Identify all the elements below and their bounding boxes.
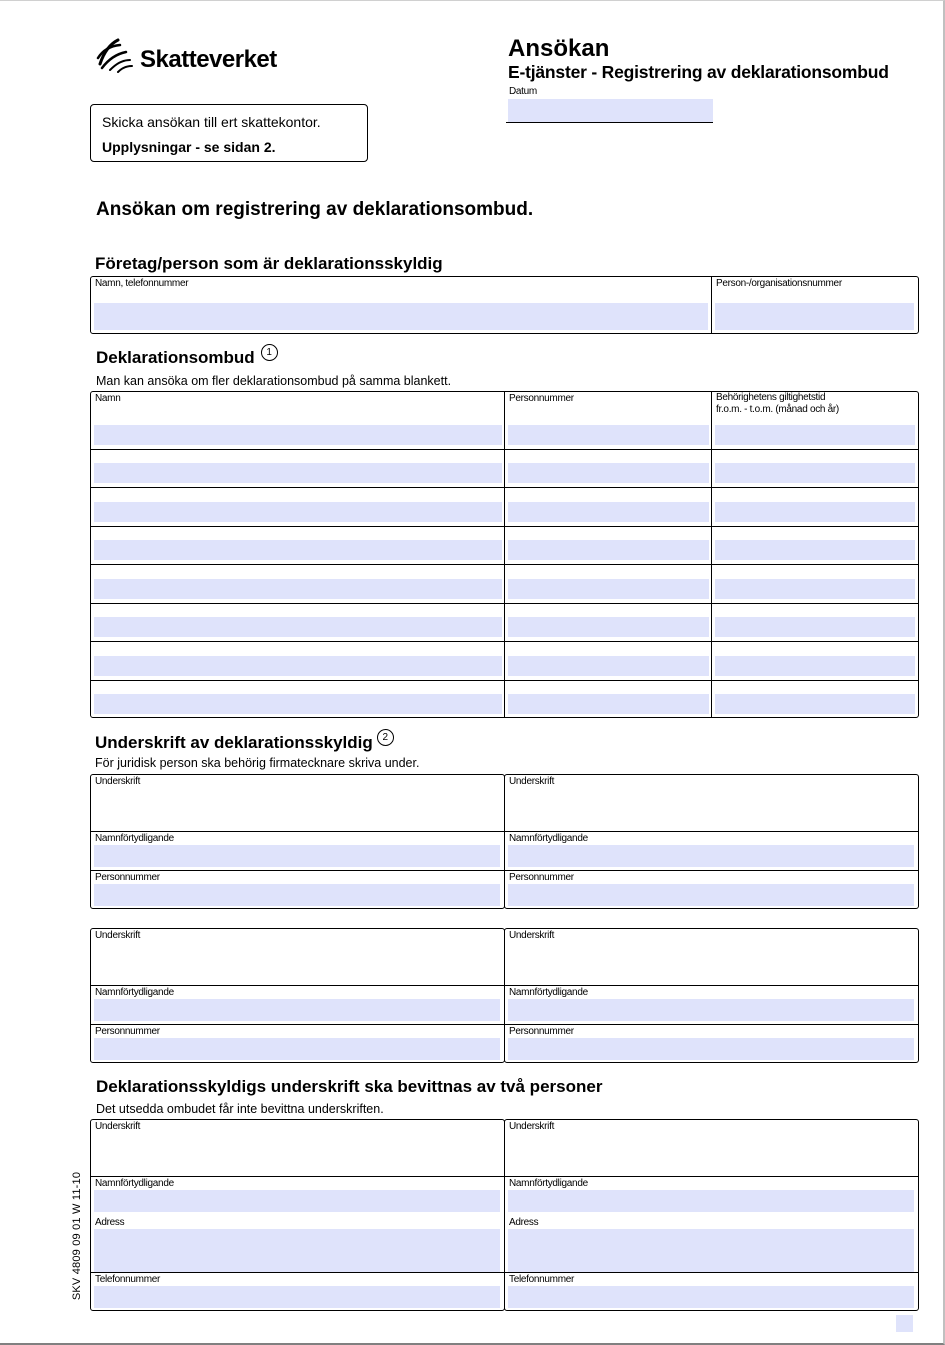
witness-section-title: Deklarationsskyldigs underskrift ska bevittnas av två personer	[96, 1077, 603, 1096]
signature-name-label: Namnförtydligande	[509, 987, 588, 998]
agent-validity-input[interactable]	[715, 694, 915, 714]
agent-pnr-input[interactable]	[508, 617, 709, 637]
agent-name-input[interactable]	[94, 463, 502, 483]
witness-subtitle: Det utsedda ombudet får inte bevittna underskriften.	[96, 1102, 384, 1116]
witness-name-input[interactable]	[94, 1190, 500, 1212]
witness-address-label: Adress	[95, 1217, 125, 1228]
signature-name-label: Namnförtydligande	[95, 833, 174, 844]
agent-validity-input[interactable]	[715, 502, 915, 522]
signature-row-divider	[504, 831, 919, 832]
agent-pnr-input[interactable]	[508, 502, 709, 522]
agents-row-divider	[90, 449, 919, 450]
witness-row-divider	[504, 1176, 919, 1177]
agents-row-divider	[90, 526, 919, 527]
witness-name-label: Namnförtydligande	[95, 1178, 174, 1189]
agent-name-input[interactable]	[94, 502, 502, 522]
witness-phone-input[interactable]	[508, 1286, 914, 1308]
agents-col-validity-1: Behörighetens giltighetstid	[716, 392, 826, 403]
signature-row-divider	[504, 1024, 919, 1025]
note-marker-1-icon: 1	[261, 344, 278, 361]
agent-pnr-input[interactable]	[508, 656, 709, 676]
agent-pnr-input[interactable]	[508, 425, 709, 445]
agent-pnr-input[interactable]	[508, 463, 709, 483]
signature-pnr-label: Personnummer	[95, 872, 160, 883]
page-corner-field[interactable]	[896, 1315, 913, 1332]
signature-pnr-input[interactable]	[508, 1038, 914, 1060]
company-orgnr-input[interactable]	[715, 303, 914, 330]
signature-pnr-input[interactable]	[94, 1038, 500, 1060]
signature-name-input[interactable]	[94, 999, 500, 1021]
signature-sign-area[interactable]	[508, 942, 914, 982]
agents-row-divider	[90, 487, 919, 488]
witness-name-label: Namnförtydligande	[509, 1178, 588, 1189]
agent-name-input[interactable]	[94, 694, 502, 714]
witness-row-divider	[90, 1176, 505, 1177]
signature-sign-label: Underskrift	[509, 776, 555, 787]
witness-row-divider	[504, 1272, 919, 1273]
date-underline	[506, 122, 713, 123]
skatteverket-logo	[94, 34, 294, 76]
agent-name-input[interactable]	[94, 540, 502, 560]
agents-section-title	[96, 348, 278, 368]
form-code: SKV 4809 09 01 W 11-10	[71, 1171, 83, 1301]
signature-pnr-label: Personnummer	[95, 1026, 160, 1037]
signature-pnr-input[interactable]	[94, 884, 500, 906]
signature-row-divider	[90, 831, 505, 832]
company-name-input[interactable]	[94, 303, 708, 330]
witness-row-divider	[90, 1272, 505, 1273]
agent-validity-input[interactable]	[715, 617, 915, 637]
witness-sign-area[interactable]	[94, 1133, 500, 1173]
signature-row-divider	[90, 1024, 505, 1025]
signature-sign-label: Underskrift	[509, 930, 555, 941]
agent-name-input[interactable]	[94, 617, 502, 637]
agent-name-input[interactable]	[94, 656, 502, 676]
company-name-label: Namn, telefonnummer	[95, 278, 189, 289]
signature-sign-area[interactable]	[94, 788, 500, 828]
agents-row-divider	[90, 641, 919, 642]
signature-sign-label: Underskrift	[95, 776, 141, 787]
main-title: Ansökan om registrering av deklarationsombud.	[96, 199, 534, 220]
form-title: Ansökan	[508, 35, 610, 62]
agents-col-pnr: Personnummer	[509, 393, 574, 404]
logo-text: Skatteverket	[140, 46, 277, 73]
agent-validity-input[interactable]	[715, 656, 915, 676]
form-subtitle: E-tjänster - Registrering av deklarationsombud	[508, 62, 889, 82]
signature-sign-area[interactable]	[94, 942, 500, 982]
witness-sign-label: Underskrift	[509, 1121, 555, 1132]
signature-section-title	[95, 733, 394, 753]
agents-row-divider	[90, 680, 919, 681]
agents-col-divider-2	[711, 391, 712, 718]
witness-sign-area[interactable]	[508, 1133, 914, 1173]
signature-sign-label: Underskrift	[95, 930, 141, 941]
signature-name-input[interactable]	[508, 845, 914, 867]
skatteverket-logo-icon	[94, 34, 134, 74]
signature-name-input[interactable]	[508, 999, 914, 1021]
signature-pnr-input[interactable]	[508, 884, 914, 906]
date-field[interactable]	[508, 99, 713, 122]
agent-pnr-input[interactable]	[508, 540, 709, 560]
agents-col-validity-2: fr.o.m. - t.o.m. (månad och år)	[716, 404, 839, 415]
witness-phone-label: Telefonnummer	[509, 1274, 575, 1285]
date-label: Datum	[509, 86, 537, 97]
witness-phone-label: Telefonnummer	[95, 1274, 161, 1285]
agent-validity-input[interactable]	[715, 463, 915, 483]
signature-row-divider	[90, 870, 505, 871]
agents-row-divider	[90, 564, 919, 565]
agent-name-input[interactable]	[94, 425, 502, 445]
signature-title-text: Underskrift av deklarationsskyldig	[95, 733, 373, 752]
info-line-2: Upplysningar - se sidan 2.	[102, 139, 276, 155]
signature-row-divider	[90, 985, 505, 986]
agent-validity-input[interactable]	[715, 425, 915, 445]
agent-validity-input[interactable]	[715, 579, 915, 599]
agents-col-name: Namn	[95, 393, 121, 404]
witness-sign-label: Underskrift	[95, 1121, 141, 1132]
witness-address-label: Adress	[509, 1217, 539, 1228]
info-box	[90, 104, 368, 162]
signature-name-input[interactable]	[94, 845, 500, 867]
agent-pnr-input[interactable]	[508, 579, 709, 599]
company-orgnr-label: Person-/organisationsnummer	[716, 278, 842, 289]
signature-row-divider	[504, 870, 919, 871]
witness-name-input[interactable]	[508, 1190, 914, 1212]
company-section-title: Företag/person som är deklarationsskyldig	[95, 254, 443, 273]
agent-name-input[interactable]	[94, 579, 502, 599]
agent-pnr-input[interactable]	[508, 694, 709, 714]
company-divider	[711, 276, 712, 334]
note-marker-2-icon: 2	[377, 729, 394, 746]
agents-subtitle: Man kan ansöka om fler deklarationsombud på samma blankett.	[96, 374, 452, 388]
signature-sign-area[interactable]	[508, 788, 914, 828]
signature-subtitle: För juridisk person ska behörig firmatecknare skriva under.	[95, 756, 420, 770]
agents-row-divider	[90, 603, 919, 604]
witness-address-input[interactable]	[94, 1229, 500, 1273]
signature-row-divider	[504, 985, 919, 986]
info-line-1: Skicka ansökan till ert skattekontor.	[102, 114, 321, 130]
agents-title-text: Deklarationsombud	[96, 348, 255, 367]
agents-col-divider-1	[504, 391, 505, 718]
witness-phone-input[interactable]	[94, 1286, 500, 1308]
signature-pnr-label: Personnummer	[509, 1026, 574, 1037]
agent-validity-input[interactable]	[715, 540, 915, 560]
witness-address-input[interactable]	[508, 1229, 914, 1273]
signature-name-label: Namnförtydligande	[509, 833, 588, 844]
signature-name-label: Namnförtydligande	[95, 987, 174, 998]
signature-pnr-label: Personnummer	[509, 872, 574, 883]
